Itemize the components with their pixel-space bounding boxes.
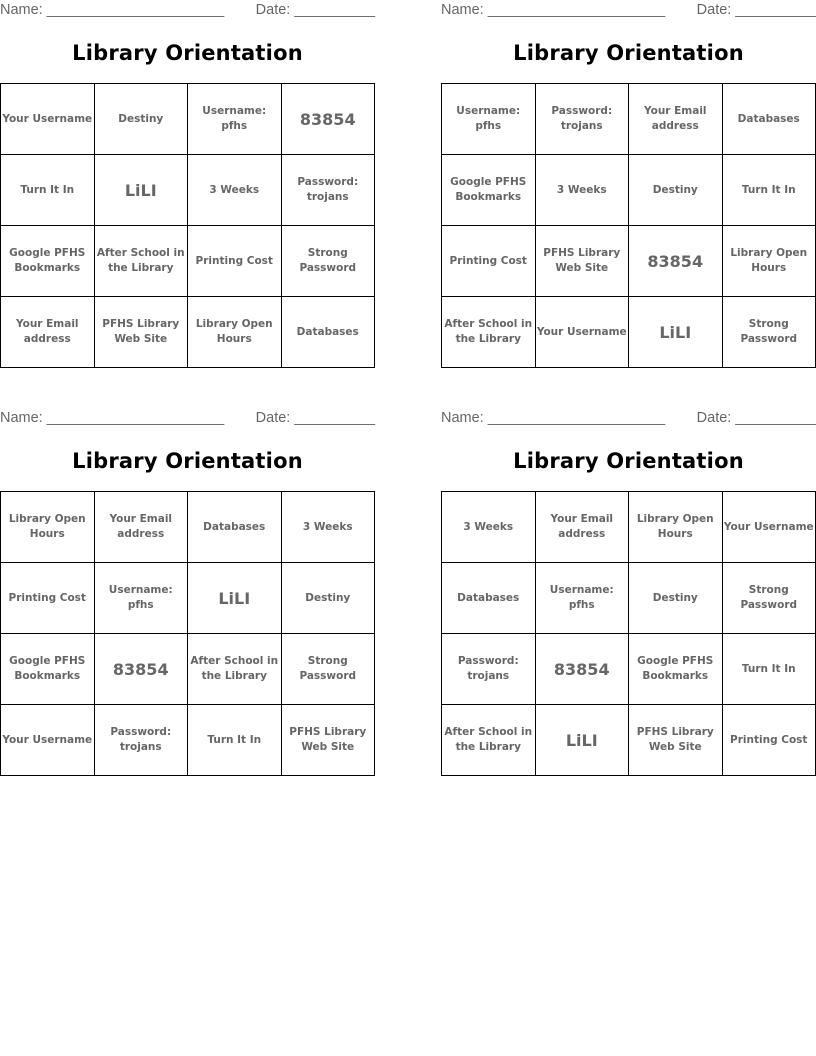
grid-cell: Google PFHS Bookmarks <box>1 226 95 297</box>
grid-cell: Your Username <box>1 84 95 155</box>
grid-cell: 3 Weeks <box>442 492 536 563</box>
grid-row <box>1 634 375 705</box>
grid-cell: Your Username <box>722 492 816 563</box>
grid-cell: Library Open Hours <box>188 297 282 368</box>
grid-cell: Databases <box>281 297 375 368</box>
grid-cell: 3 Weeks <box>188 155 282 226</box>
card-header <box>441 408 816 430</box>
grid-row <box>1 563 375 634</box>
name-field: Name: ______________________ <box>441 2 666 18</box>
grid-row <box>1 84 375 155</box>
grid-cell: Printing Cost <box>722 705 816 776</box>
grid-cell: Password: trojans <box>535 84 629 155</box>
grid-cell: Printing Cost <box>188 226 282 297</box>
grid-cell: Destiny <box>629 563 723 634</box>
grid-cell: PFHS Library Web Site <box>281 705 375 776</box>
grid-cell: 83854 <box>281 84 375 155</box>
grid-cell: PFHS Library Web Site <box>535 226 629 297</box>
bingo-grid <box>0 491 375 776</box>
grid-cell: Databases <box>188 492 282 563</box>
grid-cell: Strong Password <box>281 226 375 297</box>
card-title: Library Orientation <box>72 41 303 65</box>
grid-cell: After School in the Library <box>188 634 282 705</box>
grid-row <box>442 492 816 563</box>
grid-cell: 3 Weeks <box>281 492 375 563</box>
grid-cell: After School in the Library <box>94 226 188 297</box>
grid-cell: Password: trojans <box>281 155 375 226</box>
grid-cell: Destiny <box>94 84 188 155</box>
grid-row <box>442 226 816 297</box>
grid-row <box>442 705 816 776</box>
grid-cell: Destiny <box>281 563 375 634</box>
grid-cell: Databases <box>442 563 536 634</box>
date-field: Date: __________ <box>696 410 816 426</box>
name-field: Name: ______________________ <box>0 2 225 18</box>
grid-cell: PFHS Library Web Site <box>629 705 723 776</box>
grid-row <box>1 226 375 297</box>
grid-cell: 83854 <box>629 226 723 297</box>
grid-cell: Library Open Hours <box>1 492 95 563</box>
date-field: Date: __________ <box>696 2 816 18</box>
grid-row <box>1 155 375 226</box>
grid-cell: Turn It In <box>1 155 95 226</box>
grid-row <box>442 297 816 368</box>
grid-cell: Databases <box>722 84 816 155</box>
grid-cell: LiLI <box>188 563 282 634</box>
grid-cell: 3 Weeks <box>535 155 629 226</box>
grid-cell: Google PFHS Bookmarks <box>442 155 536 226</box>
grid-row <box>442 634 816 705</box>
card-header <box>441 0 816 22</box>
grid-cell: 83854 <box>535 634 629 705</box>
grid-cell: 83854 <box>94 634 188 705</box>
grid-cell: Destiny <box>629 155 723 226</box>
grid-cell: Password: trojans <box>442 634 536 705</box>
grid-cell: Printing Cost <box>442 226 536 297</box>
grid-cell: Username: pfhs <box>442 84 536 155</box>
card-title: Library Orientation <box>513 449 744 473</box>
grid-cell: Strong Password <box>722 563 816 634</box>
grid-cell: Library Open Hours <box>722 226 816 297</box>
card-header <box>0 408 375 430</box>
grid-cell: Google PFHS Bookmarks <box>629 634 723 705</box>
grid-cell: Printing Cost <box>1 563 95 634</box>
grid-row <box>442 563 816 634</box>
grid-cell: Password: trojans <box>94 705 188 776</box>
grid-cell: Your Username <box>535 297 629 368</box>
grid-cell: After School in the Library <box>442 297 536 368</box>
grid-cell: Your Email address <box>1 297 95 368</box>
grid-cell: LiLI <box>535 705 629 776</box>
grid-cell: After School in the Library <box>442 705 536 776</box>
grid-cell: Your Username <box>1 705 95 776</box>
grid-cell: Strong Password <box>722 297 816 368</box>
grid-cell: Turn It In <box>722 634 816 705</box>
grid-row <box>442 155 816 226</box>
grid-cell: Strong Password <box>281 634 375 705</box>
grid-cell: Username: pfhs <box>94 563 188 634</box>
grid-cell: Turn It In <box>722 155 816 226</box>
bingo-grid <box>0 83 375 368</box>
grid-row <box>1 297 375 368</box>
grid-cell: Username: pfhs <box>188 84 282 155</box>
grid-cell: LiLI <box>94 155 188 226</box>
card-title: Library Orientation <box>72 449 303 473</box>
card-header <box>0 0 375 22</box>
date-field: Date: __________ <box>255 2 375 18</box>
grid-cell: Username: pfhs <box>535 563 629 634</box>
grid-row <box>1 705 375 776</box>
grid-cell: Your Email address <box>94 492 188 563</box>
name-field: Name: ______________________ <box>0 410 225 426</box>
grid-cell: Your Email address <box>535 492 629 563</box>
bingo-grid <box>441 83 816 368</box>
grid-cell: Library Open Hours <box>629 492 723 563</box>
grid-cell: Your Email address <box>629 84 723 155</box>
grid-row <box>1 492 375 563</box>
grid-cell: Turn It In <box>188 705 282 776</box>
grid-cell: Google PFHS Bookmarks <box>1 634 95 705</box>
grid-cell: LiLI <box>629 297 723 368</box>
name-field: Name: ______________________ <box>441 410 666 426</box>
card-title: Library Orientation <box>513 41 744 65</box>
grid-row <box>442 84 816 155</box>
grid-cell: PFHS Library Web Site <box>94 297 188 368</box>
date-field: Date: __________ <box>255 410 375 426</box>
bingo-grid <box>441 491 816 776</box>
